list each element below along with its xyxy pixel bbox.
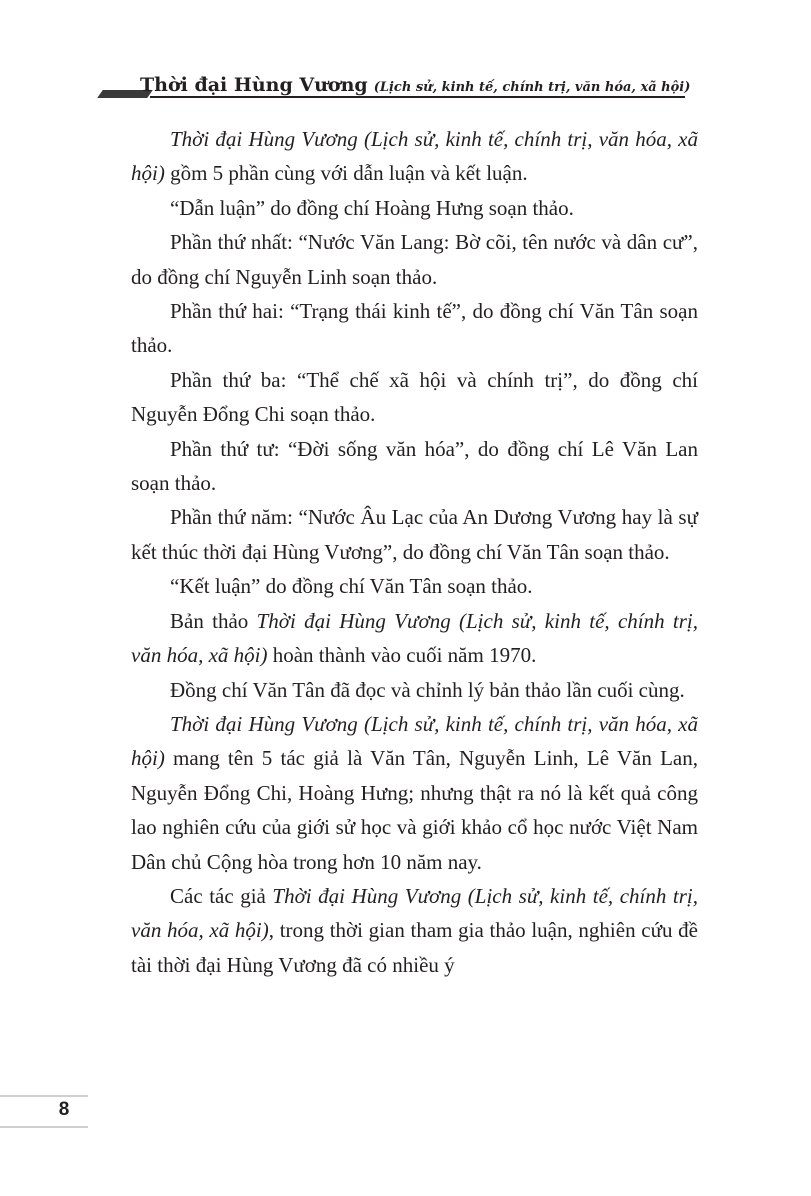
paragraph-5: Phần thứ ba: “Thể chế xã hội và chính trị”, do đồng chí Nguyễn Đổng Chi soạn thảo.	[131, 367, 698, 427]
header-rule	[150, 96, 685, 98]
book-title-italic: Thời đại Hùng Vương (Lịch sử, kinh tế, chính trị, văn hóa, xã hội)	[131, 711, 698, 771]
paragraph-4: Phần thứ hai: “Trạng thái kinh tế”, do đồng chí Văn Tân soạn thảo.	[131, 299, 698, 358]
book-title-italic: Thời đại Hùng Vương (Lịch sử, kinh tế, chính trị, văn hóa, xã hội)	[131, 883, 698, 943]
book-title-italic: Thời đại Hùng Vương (Lịch sử, kinh tế, chính trị, văn hóa, xã hội)	[131, 608, 698, 668]
paragraph-3: Phần thứ nhất: “Nước Văn Lang: Bờ cõi, tên nước và dân cư”, do đồng chí Nguyễn Linh soạn thảo.	[131, 230, 698, 289]
paragraph-10: Đồng chí Văn Tân đã đọc và chỉnh lý bản thảo lần cuối cùng.	[170, 677, 685, 702]
running-header	[140, 74, 690, 96]
paragraph-2: “Dẫn luận” do đồng chí Hoàng Hưng soạn thảo.	[170, 195, 574, 220]
paragraph-6: Phần thứ tư: “Đời sống văn hóa”, do đồng chí Lê Văn Lan soạn thảo.	[131, 436, 698, 496]
paragraph-7: Phần thứ năm: “Nước Âu Lạc của An Dương Vương hay là sự kết thúc thời đại Hùng Vương”, do đồng chí Văn Tân soạn thảo.	[131, 505, 698, 564]
header-title: Thời đại Hùng Vương	[140, 74, 368, 96]
body-text	[131, 122, 698, 982]
book-title-italic: Thời đại Hùng Vương (Lịch sử, kinh tế, chính trị, văn hóa, xã hội)	[131, 127, 698, 186]
paragraph-11: Thời đại Hùng Vương (Lịch sử, kinh tế, chính trị, văn hóa, xã hội) mang tên 5 tác giả là Văn Tân, Nguyễn Linh, Lê Văn Lan, Nguyễn Đổng Chi, Hoàng Hưng; nhưng thật ra nó là kết quả công lao nghiên cứu của giới sử học và giới khảo cổ học nước Việt Nam Dân chủ Cộng hòa trong hơn 10 năm nay.	[131, 711, 698, 874]
paragraph-8: “Kết luận” do đồng chí Văn Tân soạn thảo.	[170, 574, 533, 599]
paragraph-1: Thời đại Hùng Vương (Lịch sử, kinh tế, chính trị, văn hóa, xã hội) gồm 5 phần cùng với dẫn luận và kết luận.	[131, 127, 698, 186]
paragraph-12: Các tác giả Thời đại Hùng Vương (Lịch sử, kinh tế, chính trị, văn hóa, xã hội), trong thời gian tham gia thảo luận, nghiên cứu đề tài thời đại Hùng Vương đã có nhiều ý	[131, 883, 698, 977]
footer-rule-top	[0, 1095, 88, 1097]
header-subtitle: (Lịch sử, kinh tế, chính trị, văn hóa, xã hội)	[373, 80, 691, 95]
paragraph-9: Bản thảo Thời đại Hùng Vương (Lịch sử, kinh tế, chính trị, văn hóa, xã hội) hoàn thành vào cuối năm 1970.	[131, 608, 698, 668]
page-number: 8	[58, 1099, 70, 1120]
footer-rule-bottom	[0, 1126, 88, 1128]
